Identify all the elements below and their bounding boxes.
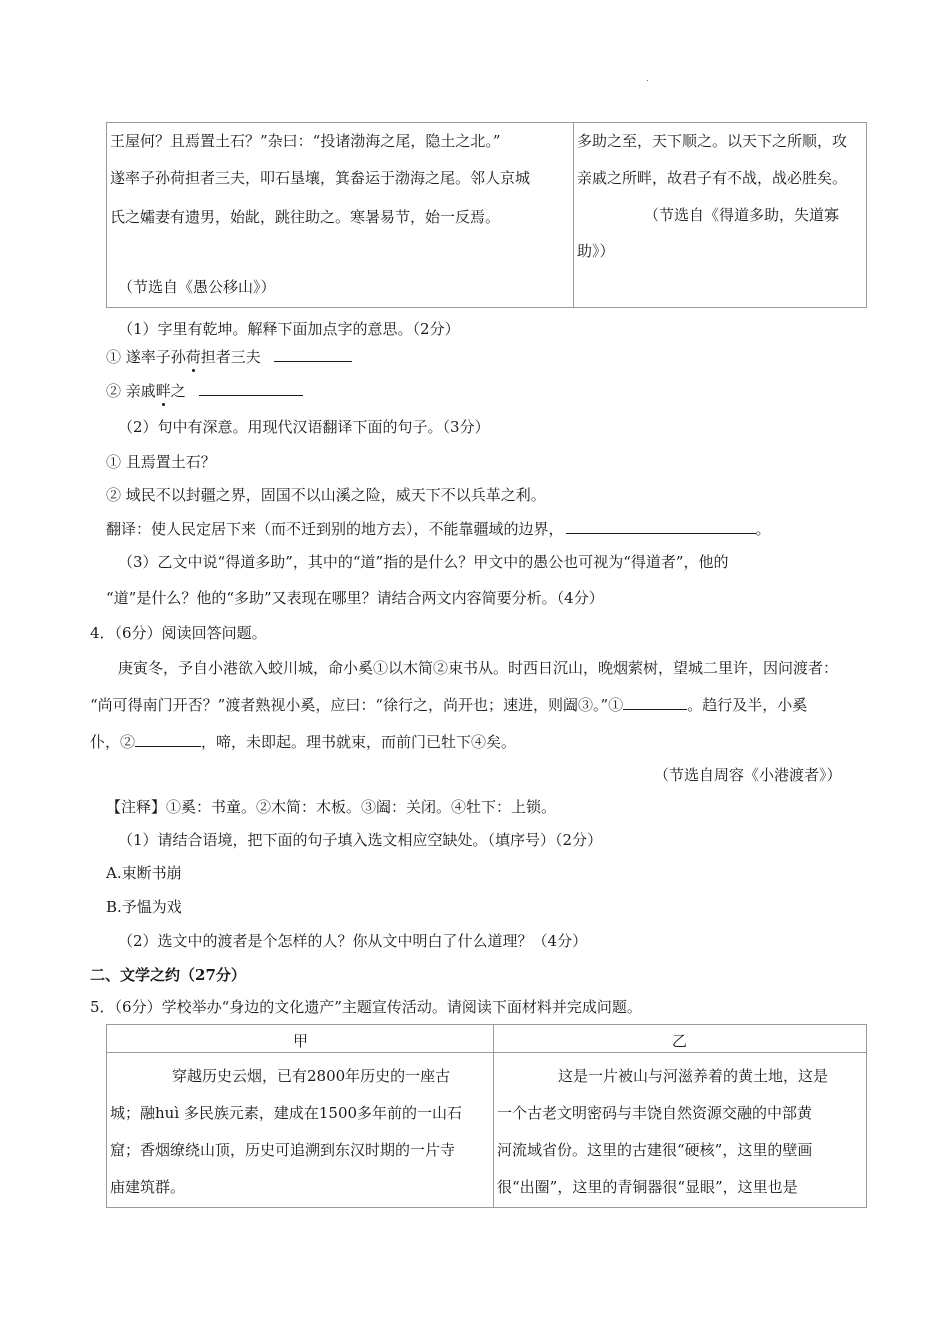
right-cell-source-end: 助》） [577,242,615,260]
left-cell-line: 遂率子孙荷担者三夫，叩石垦壤，箕畚运于渤海之尾。邻人京城 [110,169,531,187]
yi-line: 一个古老文明密码与丰饶自然资源交融的中部黄 [497,1104,813,1122]
passage-table-divider [573,122,574,308]
q4-sub1: （1）请结合语境，把下面的句子填入选文相应空缺处。（填序号）（2分） [118,831,603,849]
q3-sentence-1: ① 且焉置土石？ [106,453,216,471]
q4-title: 4．（6分）阅读回答问题。 [90,624,267,642]
answer-blank[interactable] [274,347,352,362]
q4-sub2: （2）选文中的渡者是个怎样的人？你从文中明白了什么道理？（4分） [118,932,588,950]
dotted-char: 荷 [185,348,201,366]
q4-option-a: A.束断书崩 [106,864,182,882]
q4-passage-line1: 庚寅冬，予自小港欲入蛟川城，命小奚①以木简②束书从。时西日沉山，晚烟萦树，望城二里许，因问渡者： [118,659,839,677]
left-cell-line: 王屋何？且焉置土石？”杂曰：“投诸渤海之尾，隐土之北。” [110,132,501,150]
q3-item-2: ② 亲戚畔之 [106,380,303,401]
q3-sub1: （1）字里有乾坤。解释下面加点字的意思。（2分） [118,320,460,338]
jia-line: 穿越历史云烟，已有2800年历史的一座古 [172,1067,451,1085]
q3-item-1: ① 遂率子孙荷担者三夫 [106,346,352,367]
q3-translation: 翻译：使人民定居下来（而不迁到别的地方去），不能靠疆域的边界， 。 [106,520,771,538]
q4-passage-line3: 仆，② ，啼，未即起。理书就束，而前门已牡下④矣。 [90,733,517,751]
material-head-yi: 乙 [672,1032,688,1050]
q4-note: 【注释】①奚：书童。②木简：木板。③阖：关闭。④牡下：上锁。 [106,798,557,816]
passage-blank-1[interactable] [623,695,687,710]
q3-sub2: （2）句中有深意。用现代汉语翻译下面的句子。（3分） [118,418,490,436]
yi-line: 河流域省份。这里的古建很“硬核”，这里的壁画 [497,1141,813,1159]
material-table-header-rule [106,1052,867,1053]
q4-source: （节选自周容《小港渡者》） [654,766,842,784]
answer-blank[interactable] [199,381,303,396]
q3-sub3-line2: “道”是什么？他的“多助”又表现在哪里？请结合两文内容简要分析。（4分） [106,589,604,607]
passage-blank-2[interactable] [135,732,201,747]
jia-line: 城；融huì 多民族元素，建成在1500多年前的一山石 [110,1104,463,1122]
yi-line: 这是一片被山与河滋养着的黄土地，这是 [558,1067,829,1085]
left-cell-source: （节选自《愚公移山》） [118,278,276,296]
right-cell-line: 多助之至，天下顺之。以天下之所顺，攻 [577,132,848,150]
q3-sentence-2: ② 域民不以封疆之界，固国不以山溪之险，威天下不以兵革之利。 [106,486,546,504]
dotted-char: 畔 [155,382,171,400]
translation-blank[interactable] [566,519,756,534]
left-cell-line: 氏之孀妻有遗男，始龀，跳往助之。寒暑易节，始一反焉。 [110,208,501,226]
section-2-heading: 二、文学之约（27分） [90,966,246,984]
q4-option-b: B.予愠为戏 [106,898,182,916]
jia-line: 庙建筑群。 [110,1178,186,1196]
right-cell-source: （节选自《得道多助，失道寡 [644,206,840,224]
material-head-jia: 甲 [293,1032,309,1050]
corner-mark: . [646,74,649,84]
q3-sub3-line1: （3）乙文中说“得道多助”，其中的“道”指的是什么？甲文中的愚公也可视为“得道者”，他的 [118,553,729,571]
jia-line: 窟；香烟缭绕山顶，历史可追溯到东汉时期的一片寺 [110,1141,456,1159]
yi-line: 很“出圈”，这里的青铜器很“显眼”，这里也是 [497,1178,798,1196]
right-cell-line: 亲戚之所畔，故君子有不战，战必胜矣。 [577,169,848,187]
q5-title: 5．（6分）学校举办“身边的文化遗产”主题宣传活动。请阅读下面材料并完成问题。 [90,998,642,1016]
q4-passage-line2: “尚可得南门开否？”渡者熟视小奚，应曰：“徐行之，尚开也；速进，则阖③。”① 。趋行及半，小奚 [90,696,808,714]
